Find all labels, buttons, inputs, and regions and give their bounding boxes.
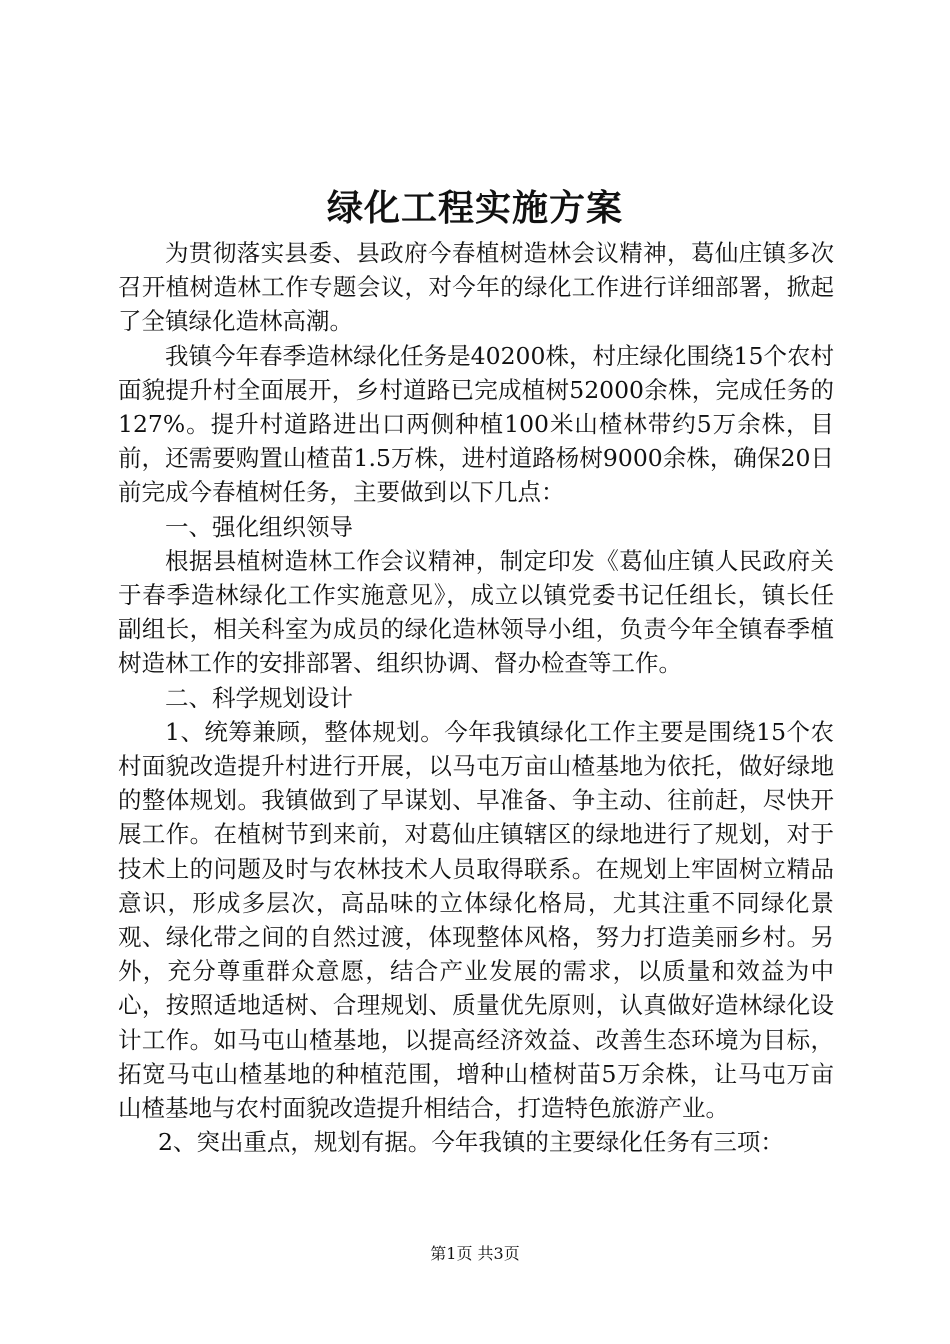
paragraph: 为贯彻落实县委、县政府今春植树造林会议精神，葛仙庄镇多次召开植树造林工作专题会议，对今年的绿化工作进行详细部署，掀起了全镇绿化造林高潮。 [118, 239, 834, 336]
section-heading: 一、强化组织领导 [165, 512, 353, 541]
document-body [118, 236, 834, 1159]
document-title: 绿化工程实施方案 [326, 187, 623, 229]
paragraph: 根据县植树造林工作会议精神，制定印发《葛仙庄镇人民政府关于春季造林绿化工作实施意见》，成立以镇党委书记任组长，镇长任副组长，相关科室为成员的绿化造林领导小组，负责今年全镇春季植树造林工作的安排部署、组织协调、督办检查等工作。 [118, 546, 834, 678]
paragraph: 1、统筹兼顾，整体规划。今年我镇绿化工作主要是围绕15个农村面貌改造提升村进行开展，以马屯万亩山楂基地为依托，做好绿地的整体规划。我镇做到了早谋划、早准备、争主动、往前赶，尽快开展工作。在植树节到来前，对葛仙庄镇辖区的绿地进行了规划，对于技术上的问题及时与农林技术人员取得联系。在规划上牢固树立精品意识，形成多层次，高品味的立体绿化格局，尤其注重不同绿化景观、绿化带之间的自然过渡，体现整体风格，努力打造美丽乡村。另外，充分尊重群众意愿，结合产业发展的需求，以质量和效益为中心，按照适地适树、合理规划、质量优先原则，认真做好造林绿化设计工作。如马屯山楂基地，以提高经济效益、改善生态环境为目标，拓宽马屯山楂基地的种植范围，增种山楂树苗5万余株，让马屯万亩山楂基地与农村面貌改造提升相结合，打造特色旅游产业。 [118, 717, 834, 1123]
section-heading: 二、科学规划设计 [165, 683, 353, 712]
page-footer: 第1页 共3页 [430, 1244, 520, 1263]
paragraph: 我镇今年春季造林绿化任务是40200株，村庄绿化围绕15个农村面貌提升村全面展开，乡村道路已完成植树52000余株，完成任务的127%。提升村道路进出口两侧种植100米山楂林带约5万余株，目前，还需要购置山楂苗1.5万株，进村道路杨树9000余株，确保20日前完成今春植树任务，主要做到以下几点： [118, 341, 834, 507]
paragraph: 2、突出重点，规划有据。今年我镇的主要绿化任务有三项： [157, 1128, 784, 1157]
